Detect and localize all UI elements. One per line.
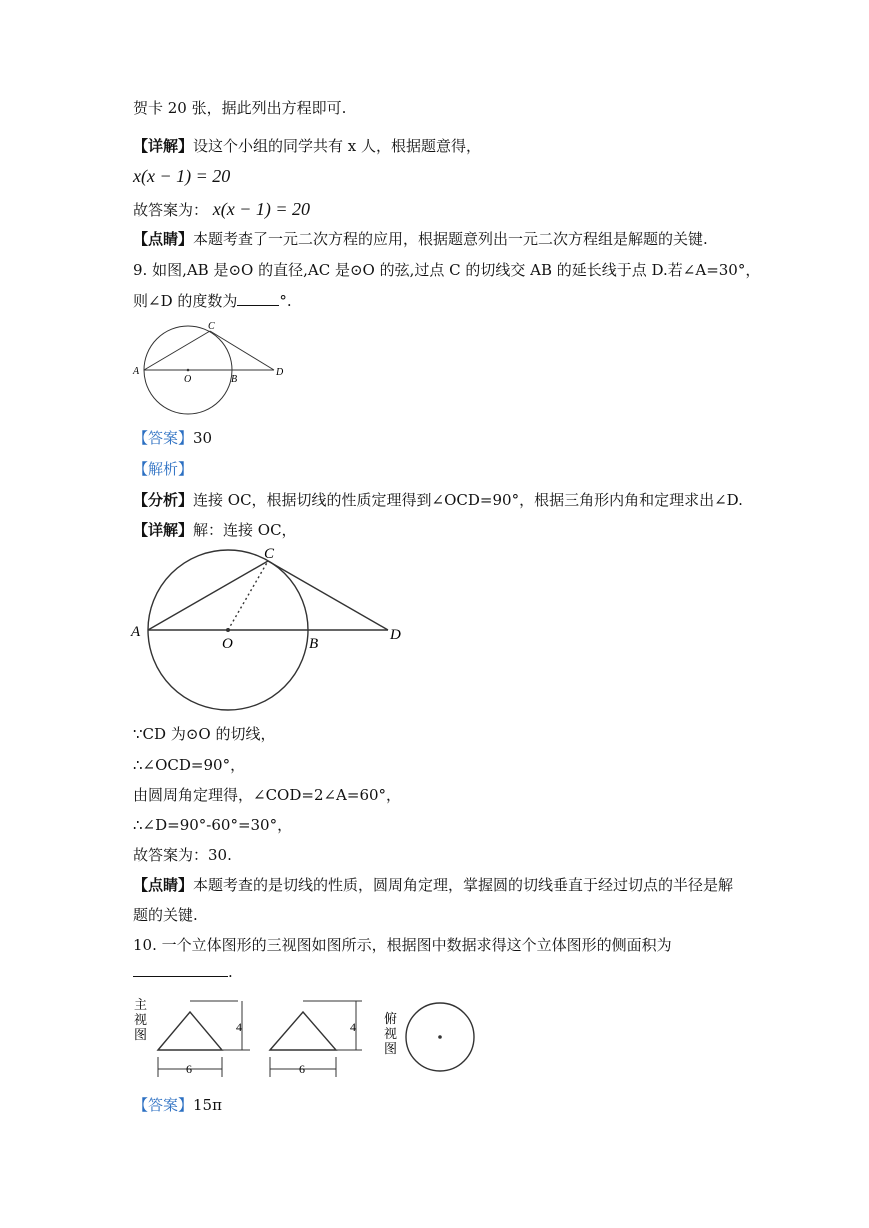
solution-step: 由圆周角定理得，∠COD=2∠A=60°， bbox=[133, 786, 402, 804]
text-line: 贺卡 20 张，据此列出方程即可. bbox=[133, 99, 347, 117]
answer-value: 30 bbox=[193, 429, 213, 447]
question-10: 10. 一个立体图形的三视图如图所示，根据图中数据求得这个立体图形的侧面积为 bbox=[133, 936, 672, 954]
label-d: D bbox=[390, 627, 401, 643]
front-view-triangle bbox=[158, 1012, 222, 1050]
solution-step: 故答案为：30. bbox=[133, 846, 232, 864]
solution-step: ∵CD 为⊙O 的切线， bbox=[133, 725, 276, 743]
base-label-1: 6 bbox=[186, 1062, 192, 1076]
center-dot bbox=[187, 369, 190, 372]
label-o: O bbox=[222, 636, 233, 652]
line-ac bbox=[148, 561, 268, 630]
equation bbox=[133, 166, 230, 186]
equation-text: x(x − 1) = 20 bbox=[212, 199, 311, 219]
figure-large-circle bbox=[128, 546, 408, 716]
label-a: A bbox=[133, 366, 140, 377]
height-label-1: 4 bbox=[236, 1020, 242, 1034]
comment-line-cont: 题的关键. bbox=[133, 906, 198, 924]
section-text: 解：连接 OC， bbox=[193, 521, 297, 539]
section-text: 设这个小组的同学共有 x 人，根据题意得， bbox=[193, 137, 482, 155]
answer-10 bbox=[133, 1095, 222, 1115]
front-view-label-1: 主视图 bbox=[134, 997, 148, 1042]
answer-9 bbox=[133, 428, 212, 448]
question-9: 9. 如图,AB 是⊙O 的直径,AC 是⊙O 的弦,过点 C 的切线交 AB 的延长线于点 D.若∠A=30°， bbox=[133, 261, 761, 279]
comment-line bbox=[133, 875, 733, 895]
analysis-tag: 【解析】 bbox=[133, 460, 194, 478]
answer-tag: 【答案】 bbox=[133, 429, 194, 447]
label-d: D bbox=[276, 367, 284, 378]
equation bbox=[213, 199, 310, 219]
section-tag: 【点睛】 bbox=[133, 230, 194, 248]
section-tag: 【分析】 bbox=[133, 491, 194, 509]
section-text: 连接 OC，根据切线的性质定理得到∠OCD=90°，根据三角形内角和定理求出∠D. bbox=[193, 491, 743, 509]
section-tag: 【详解】 bbox=[133, 521, 194, 539]
detail-line bbox=[133, 520, 297, 540]
section-tag: 【点睛】 bbox=[133, 876, 194, 894]
label-c: C bbox=[208, 321, 215, 332]
label-b: B bbox=[231, 374, 238, 385]
label-c: C bbox=[264, 546, 275, 562]
center-dot bbox=[226, 628, 230, 632]
label-o: O bbox=[184, 374, 192, 385]
figure-three-views bbox=[130, 995, 490, 1085]
figure-small-circle bbox=[130, 318, 290, 418]
top-view-label: 俯视图 bbox=[384, 1011, 398, 1056]
equation-text: x(x − 1) = 20 bbox=[133, 166, 231, 186]
line-cd bbox=[210, 331, 274, 370]
section-text: 本题考查的是切线的性质，圆周角定理，掌握圆的切线垂直于经过切点的半径是解 bbox=[193, 876, 734, 894]
question-text: °. bbox=[279, 292, 292, 310]
answer-blank bbox=[133, 962, 228, 977]
question-text: 则∠D 的度数为 bbox=[133, 292, 238, 310]
text-line bbox=[133, 199, 310, 220]
section-tag: 【详解】 bbox=[133, 137, 194, 155]
answer-tag: 【答案】 bbox=[133, 1096, 194, 1114]
top-view-center-dot bbox=[438, 1035, 442, 1039]
text-line bbox=[133, 136, 481, 156]
analysis-line bbox=[133, 490, 743, 510]
base-label-2: 6 bbox=[299, 1062, 305, 1076]
question-9-cont bbox=[133, 291, 292, 311]
side-view-triangle bbox=[270, 1012, 336, 1050]
text-line bbox=[133, 229, 708, 249]
line-cd bbox=[268, 561, 388, 630]
question-text: . bbox=[228, 963, 233, 981]
solution-step: ∴∠OCD=90°， bbox=[133, 756, 246, 774]
section-text: 本题考查了一元二次方程的应用，根据题意列出一元二次方程组是解题的关键. bbox=[193, 230, 708, 248]
label-a: A bbox=[131, 624, 141, 640]
section-text: 故答案为： bbox=[133, 201, 209, 219]
line-oc-dotted bbox=[228, 561, 268, 630]
question-10-blank-line bbox=[133, 962, 233, 982]
solution-step: ∴∠D=90°-60°=30°， bbox=[133, 816, 293, 834]
height-label-2: 4 bbox=[350, 1020, 356, 1034]
label-b: B bbox=[309, 636, 319, 652]
answer-value: 15π bbox=[193, 1096, 222, 1114]
line-ac bbox=[144, 331, 210, 370]
answer-blank bbox=[237, 291, 279, 306]
